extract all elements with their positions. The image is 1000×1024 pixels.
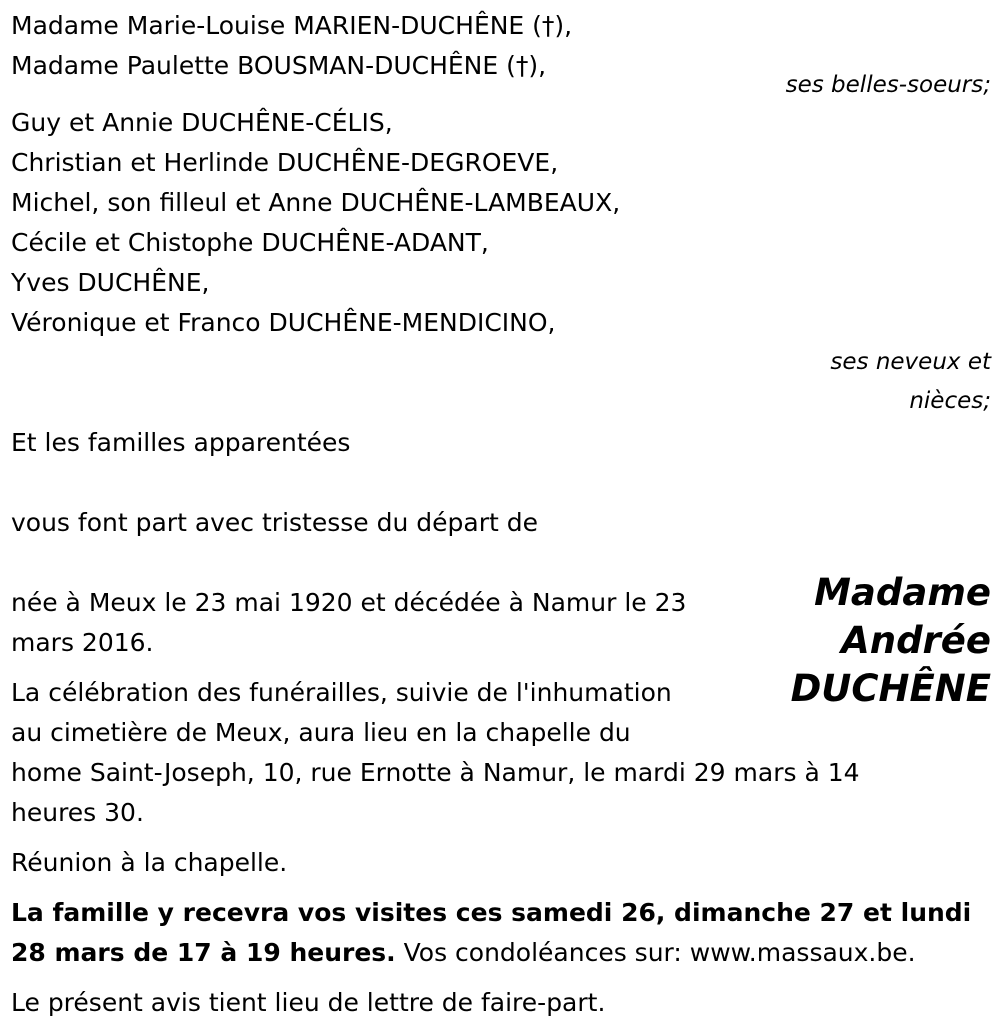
- sister-in-law-2: Madame Paulette BOUSMAN-DUCHÊNE (†),: [11, 51, 547, 80]
- birth-death-text: née à Meux le 23 mai 1920 et décédée à Namur le 23 mars 2016.: [11, 588, 687, 657]
- deceased-last-name: DUCHÊNE: [790, 667, 991, 710]
- funeral-details: La célébration des funérailles, suivie de l'inhumation au cimetière de Meux, aura lieu en la chapelle du home Saint-Joseph, 10, rue Ernotte à Namur, le mardi 29 mars à 14 heures 30.: [11, 678, 860, 827]
- deceased-first-name: Andrée: [841, 619, 991, 662]
- nephew-niece-3: Michel, son filleul et Anne DUCHÊNE-LAMBEAUX,: [11, 188, 621, 217]
- nephews-nieces-role-line-2: nièces;: [909, 388, 991, 414]
- notice-text: Le présent avis tient lieu de lettre de faire-part.: [11, 988, 606, 1017]
- families-line: Et les familles apparentées: [11, 428, 351, 457]
- visits-text: La famille y recevra vos visites ces samedi 26, dimanche 27 et lundi 28 mars de 17 à 19 heures.: [11, 898, 972, 967]
- sisters-in-law-role: ses belles-soeurs;: [785, 72, 991, 98]
- deceased-title: Madame: [814, 571, 991, 614]
- nephew-niece-4: Cécile et Chistophe DUCHÊNE-ADANT,: [11, 228, 489, 257]
- nephew-niece-6: Véronique et Franco DUCHÊNE-MENDICINO,: [11, 308, 556, 337]
- sister-in-law-1: Madame Marie-Louise MARIEN-DUCHÊNE (†),: [11, 11, 573, 40]
- obituary-notice: [11, 6, 991, 1018]
- nephew-niece-2: Christian et Herlinde DUCHÊNE-DEGROEVE,: [11, 148, 559, 177]
- nephew-niece-5: Yves DUCHÊNE,: [11, 268, 210, 297]
- nephews-nieces-role: [11, 343, 991, 421]
- deceased-block: [11, 571, 991, 833]
- nephew-niece-1: Guy et Annie DUCHÊNE-CÉLIS,: [11, 108, 393, 137]
- nephews-nieces-role-line-1: ses neveux et: [830, 349, 991, 375]
- deceased-name: [791, 569, 991, 713]
- announcement-line: vous font part avec tristesse du départ de: [11, 508, 538, 537]
- visits-paragraph: [11, 893, 986, 973]
- meeting-text: Réunion à la chapelle.: [11, 848, 288, 877]
- condolences-text: Vos condoléances sur: www.massaux.be.: [403, 938, 916, 967]
